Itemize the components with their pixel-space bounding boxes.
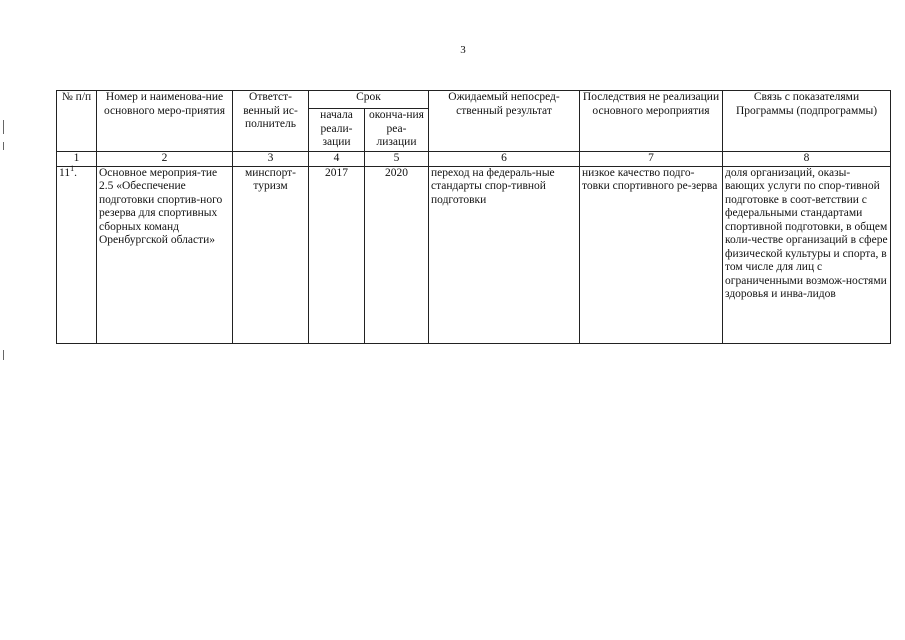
row-program-link: доля организаций, оказы-вающих услуги по спор-тивной подготовке в соот-ветствии с федеральными стандартами спортивной подготовки, в общем коли-честве организаций в сфере физической культуры и спорта, в том числе для лиц с ограниченными возмож-ностями здоровья и инва-лидов — [723, 166, 891, 343]
row-start-year: 2017 — [309, 166, 365, 343]
header-period: Срок — [309, 91, 429, 109]
margin-mark — [3, 120, 4, 134]
column-number: 1 — [57, 152, 97, 167]
row-consequences: низкое качество подго-товки спортивного ре-зерва — [580, 166, 723, 343]
margin-mark — [3, 142, 4, 150]
header-consequences: Последствия не реализации основного мероприятия — [580, 91, 723, 152]
row-activity-name: Основное мероприя-тие 2.5 «Обеспечение подготовки спортив-ного резерва для спортивных сборных команд Оренбургской области» — [97, 166, 233, 343]
header-expected-result: Ожидаемый непосред-ственный результат — [429, 91, 580, 152]
margin-mark — [3, 350, 4, 360]
header-num: № п/п — [57, 91, 97, 152]
activities-table — [56, 90, 891, 344]
row-number-suffix: . — [74, 166, 77, 179]
column-number: 6 — [429, 152, 580, 167]
row-responsible: минспорт-туризм — [233, 166, 309, 343]
column-number: 4 — [309, 152, 365, 167]
column-number: 2 — [97, 152, 233, 167]
row-end-year: 2020 — [365, 166, 429, 343]
header-row — [57, 91, 891, 109]
page-number: 3 — [460, 44, 466, 56]
row-number — [57, 163, 97, 343]
column-numbers-row — [57, 152, 891, 167]
table-row — [57, 166, 891, 343]
header-program-link: Связь с показателями Программы (подпрограммы) — [723, 91, 891, 152]
header-responsible: Ответст-венный ис-полнитель — [233, 91, 309, 152]
row-expected-result: переход на федераль-ные стандарты спор-тивной подготовки — [429, 166, 580, 343]
column-number: 3 — [233, 152, 309, 167]
header-period-start: начала реали-зации — [309, 109, 365, 152]
row-number-value: 11 — [59, 166, 71, 179]
header-name: Номер и наименова-ние основного меро-приятия — [97, 91, 233, 152]
header-period-end: оконча-ния реа-лизации — [365, 109, 429, 152]
row-number-superscript: 1 — [70, 163, 75, 173]
column-number: 5 — [365, 152, 429, 167]
column-number: 8 — [723, 152, 891, 167]
column-number: 7 — [580, 152, 723, 167]
